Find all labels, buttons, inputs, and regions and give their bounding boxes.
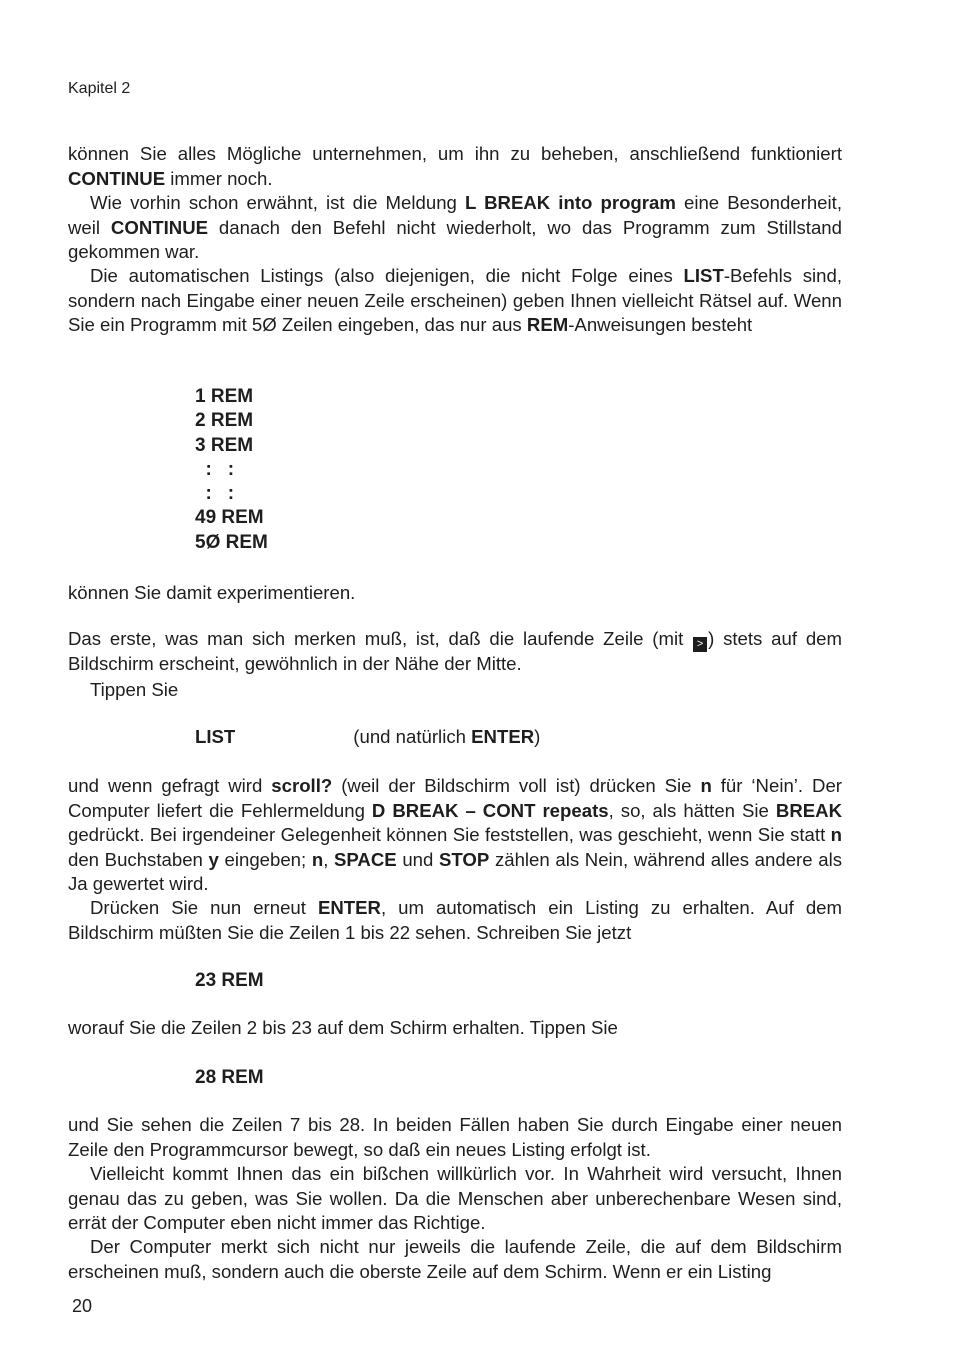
text: und Sie sehen die Zeilen 7 bis 28. In beiden Fällen haben Sie durch Eingabe einer neuen Zeile den Programmcursor bewegt, so daß ein neues Listing erfolgt ist. bbox=[68, 1114, 842, 1160]
keyword: D BREAK – CONT repeats bbox=[371, 799, 609, 821]
keyword: LIST bbox=[195, 726, 236, 747]
keyword: y bbox=[208, 848, 219, 870]
code-line: : : bbox=[195, 483, 235, 505]
paragraph bbox=[68, 678, 842, 703]
page-number: 20 bbox=[72, 1296, 93, 1316]
paragraph bbox=[68, 191, 842, 265]
text: zählen als Nein, während alles andere als Ja gewertet wird. bbox=[68, 848, 842, 894]
keyword: ENTER bbox=[471, 726, 535, 747]
code-line: 1 REM bbox=[195, 386, 254, 407]
code-line: 3 REM bbox=[195, 434, 254, 456]
keyword: CONTINUE bbox=[110, 216, 209, 238]
code-line: 5Ø REM bbox=[195, 531, 268, 553]
code-line: : : bbox=[195, 458, 235, 480]
keyword: REM bbox=[526, 314, 569, 335]
text: ) bbox=[534, 726, 541, 747]
text: -Anweisungen besteht bbox=[568, 314, 753, 335]
paragraph bbox=[68, 264, 842, 338]
keyword: n bbox=[700, 775, 712, 796]
code-line: 23 REM bbox=[195, 970, 264, 991]
text: Drücken Sie nun erneut bbox=[90, 897, 318, 918]
text: (und natürlich bbox=[353, 726, 472, 747]
text: eine Besonderheit, weil bbox=[68, 192, 842, 238]
code-line: 2 REM bbox=[195, 410, 254, 432]
keyword: SPACE bbox=[334, 848, 397, 870]
paragraph bbox=[68, 1235, 842, 1284]
code-listing bbox=[195, 385, 268, 555]
paragraph bbox=[68, 581, 842, 606]
chapter-header: Kapitel 2 bbox=[68, 80, 131, 97]
keyword: L BREAK into program bbox=[464, 192, 676, 213]
keyword: STOP bbox=[439, 848, 490, 870]
text: und bbox=[396, 848, 439, 870]
text: für ‘Nein’. Der Computer liefert die Fehlermeldung bbox=[68, 775, 843, 821]
paragraph bbox=[68, 142, 842, 191]
text: ) stets auf dem Bildschirm erscheint, gewöhnlich in der Nähe der Mitte. bbox=[68, 628, 842, 674]
paragraph bbox=[68, 1016, 842, 1041]
paragraph bbox=[68, 1162, 842, 1236]
text: Vielleicht kommt Ihnen das ein bißchen willkürlich vor. In Wahrheit wird versucht, Ihnen genau das zu geben, was Sie wollen. Da die Menschen aber unberechenbare Wesen sind, errät der Computer eben nicht immer das Richtige. bbox=[68, 1163, 842, 1233]
text: , bbox=[323, 848, 334, 870]
text: Tippen Sie bbox=[90, 679, 179, 700]
text: worauf Sie die Zeilen 2 bis 23 auf dem Schirm erhalten. Tippen Sie bbox=[68, 1017, 618, 1038]
keyword: scroll? bbox=[271, 775, 333, 796]
keyword: n bbox=[830, 824, 842, 845]
text: gedrückt. Bei irgendeiner Gelegenheit können Sie feststellen, was geschieht, wenn Sie statt bbox=[68, 824, 831, 845]
paragraph bbox=[68, 1113, 842, 1162]
paragraph bbox=[68, 774, 842, 897]
code-line: 28 REM bbox=[195, 1067, 264, 1088]
text: Wie vorhin schon erwähnt, ist die Meldung bbox=[90, 192, 465, 213]
text: Die automatischen Listings (also diejenigen, die nicht Folge eines bbox=[90, 265, 684, 286]
code-line: 49 REM bbox=[195, 507, 264, 529]
list-command-line bbox=[195, 726, 540, 748]
text: Der Computer merkt sich nicht nur jeweils die laufende Zeile, die auf dem Bildschirm erscheinen muß, sondern auch die oberste Zeile auf dem Schirm. Wenn er ein Listing bbox=[68, 1236, 842, 1282]
text: können Sie alles Mögliche unternehmen, um ihn zu beheben, anschließend funktioniert bbox=[68, 143, 842, 164]
keyword: CONTINUE bbox=[68, 167, 166, 189]
text: und wenn gefragt wird bbox=[68, 775, 272, 796]
keyword: BREAK bbox=[775, 799, 843, 821]
cursor-icon: > bbox=[693, 637, 707, 652]
text: Das erste, was man sich merken muß, ist, daß die laufende Zeile (mit bbox=[68, 628, 693, 649]
text: immer noch. bbox=[165, 167, 273, 189]
text: eingeben; bbox=[218, 848, 312, 870]
keyword: LIST bbox=[683, 265, 724, 286]
text: können Sie damit experimentieren. bbox=[68, 582, 356, 603]
keyword: ENTER bbox=[317, 897, 381, 918]
text: (weil der Bildschirm voll ist) drücken Sie bbox=[332, 775, 701, 796]
text: -Befehls sind, sondern nach Eingabe einer neuen Zeile erscheinen) geben Ihnen vielleicht Rätsel auf. Wenn Sie ein Programm mit 5Ø Zeilen eingeben, das nur aus bbox=[68, 265, 843, 335]
text: , so, als hätten Sie bbox=[608, 799, 776, 821]
paragraph bbox=[68, 627, 842, 677]
text: danach den Befehl nicht wiederholt, wo das Programm zum Stillstand gekommen war. bbox=[68, 216, 842, 262]
text: , um automatisch ein Listing zu erhalten. Auf dem Bildschirm müßten Sie die Zeilen 1 bis 22 sehen. Schreiben Sie jetzt bbox=[68, 897, 842, 943]
paragraph bbox=[68, 896, 842, 945]
keyword: n bbox=[311, 848, 324, 870]
text: den Buchstaben bbox=[68, 848, 209, 870]
